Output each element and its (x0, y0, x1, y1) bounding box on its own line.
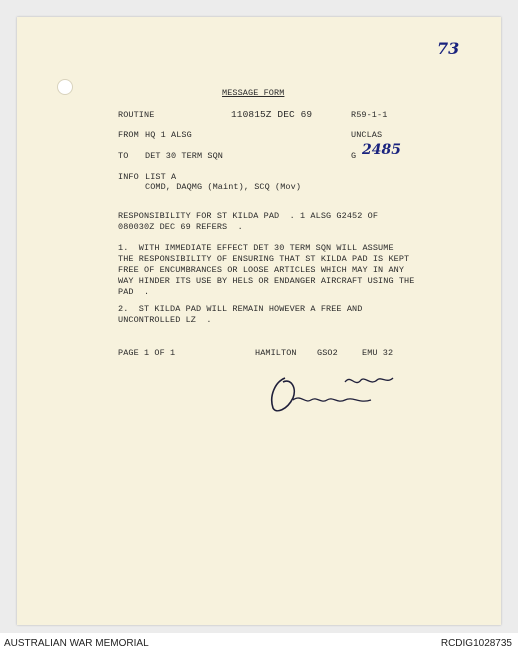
from-label: FROM (118, 130, 139, 140)
para1-line-4: WAY HINDER ITS USE BY HELS OR ENDANGER AIRCRAFT USING THE (118, 276, 415, 286)
para2-line-1: 2. ST KILDA PAD WILL REMAIN HOWEVER A FREE AND (118, 304, 363, 314)
para1-line-5: PAD . (118, 287, 150, 297)
originator-extension: EMU 32 (362, 348, 394, 358)
footer-left: AUSTRALIAN WAR MEMORIAL (4, 638, 149, 649)
para2-line-2: UNCONTROLLED LZ . (118, 315, 212, 325)
originator-name: HAMILTON (255, 348, 297, 358)
serial-prefix: G (351, 151, 357, 161)
classification: UNCLAS (351, 130, 383, 140)
info-line-2: COMD, DAQMG (Maint), SCQ (Mov) (145, 182, 302, 192)
para1-line-1: 1. WITH IMMEDIATE EFFECT DET 30 TERM SQN WILL ASSUME (118, 243, 394, 253)
file-reference: R59-1-1 (351, 110, 388, 120)
date-time-group: 110815Z DEC 69 (231, 109, 313, 120)
precedence: ROUTINE (118, 110, 155, 120)
document-page (17, 17, 501, 625)
form-title: MESSAGE FORM (222, 88, 285, 98)
subject-line-2: 080030Z DEC 69 REFERS . (118, 222, 243, 232)
page-of: PAGE 1 OF 1 (118, 348, 176, 358)
signature-image (267, 374, 402, 414)
info-line-1: LIST A (145, 172, 177, 182)
footer-bar (0, 633, 518, 654)
originator-appointment: GSO2 (317, 348, 338, 358)
para1-line-3: FREE OF ENCUMBRANCES OR LOOSE ARTICLES WHICH MAY IN ANY (118, 265, 405, 275)
footer-right: RCDIG1028735 (440, 638, 512, 649)
serial-number: 2485 (362, 142, 401, 158)
page-number: 73 (437, 39, 460, 58)
from-value: HQ 1 ALSG (145, 130, 192, 140)
punch-hole (57, 79, 73, 95)
to-value: DET 30 TERM SQN (145, 151, 224, 161)
para1-line-2: THE RESPONSIBILITY OF ENSURING THAT ST KILDA PAD IS KEPT (118, 254, 410, 264)
to-label: TO (118, 151, 129, 161)
subject-line-1: RESPONSIBILITY FOR ST KILDA PAD . 1 ALSG G2452 OF (118, 211, 379, 221)
info-label: INFO (118, 172, 139, 182)
